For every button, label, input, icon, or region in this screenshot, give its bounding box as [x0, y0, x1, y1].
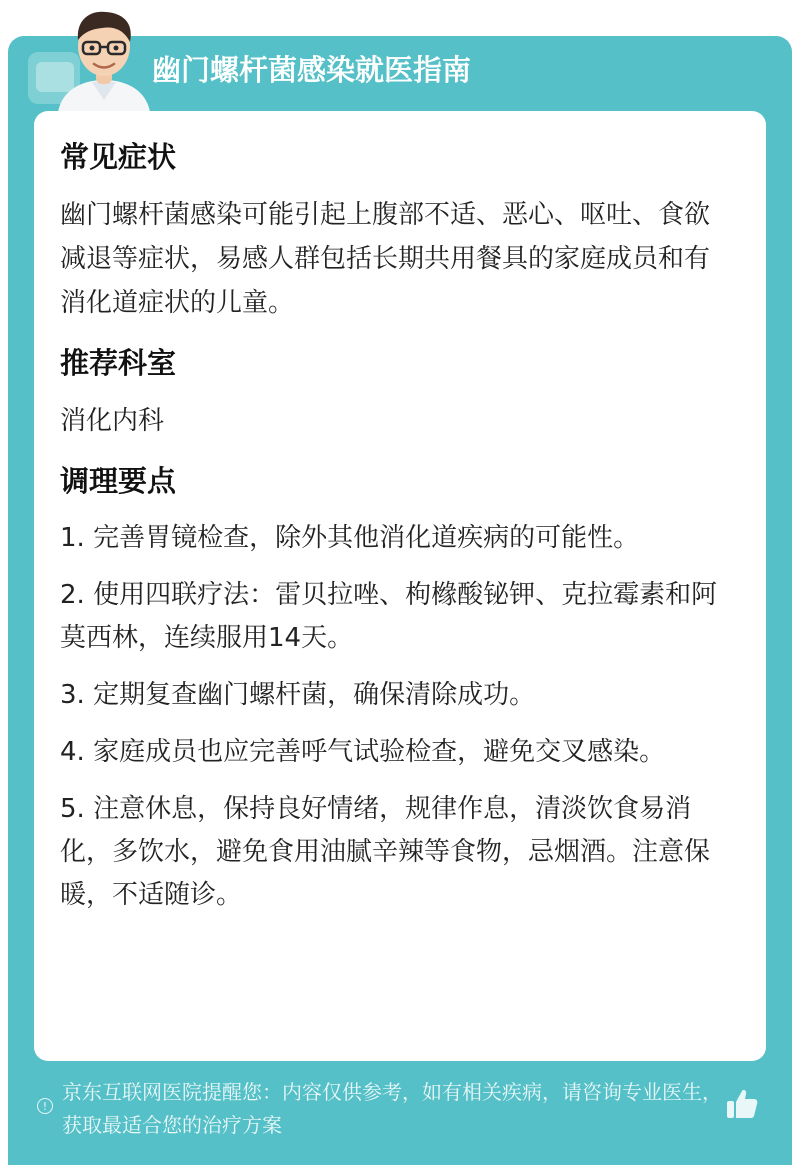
care-item-2: 2. 使用四联疗法：雷贝拉唑、枸橼酸铋钾、克拉霉素和阿莫西林，连续服用14天。 [60, 580, 718, 653]
info-icon: ! [37, 1098, 53, 1114]
doctor-avatar-icon [52, 4, 156, 112]
content-card [34, 111, 766, 1061]
symptoms-text: 幽门螺杆菌感染可能引起上腹部不适、恶心、呕吐、食欲减退等症状，易感人群包括长期共用餐具的家庭成员和有消化道症状的儿童。 [60, 200, 711, 318]
care-heading: 调理要点 [60, 464, 177, 498]
department-heading: 推荐科室 [60, 346, 177, 380]
symptoms-heading: 常见症状 [60, 140, 177, 174]
care-item-1: 1. 完善胃镜检查，除外其他消化道疾病的可能性。 [60, 523, 640, 553]
care-item-3: 3. 定期复查幽门螺杆菌，确保清除成功。 [60, 680, 536, 710]
thumbs-up-icon[interactable] [724, 1086, 760, 1122]
care-item-4: 4. 家庭成员也应完善呼气试验检查，避免交叉感染。 [60, 737, 666, 767]
department-text: 消化内科 [60, 406, 165, 436]
care-item-5: 5. 注意休息，保持良好情绪，规律作息，清淡饮食易消化，多饮水，避免食用油腻辛辣等食物，忌烟酒。注意保暖，不适随诊。 [60, 794, 711, 910]
page-title: 幽门螺杆菌感染就医指南 [152, 53, 472, 87]
content-body [60, 135, 730, 917]
footer-disclaimer: 京东互联网医院提醒您：内容仅供参考，如有相关疾病，请咨询专业医生，获取最适合您的治疗方案 [62, 1080, 722, 1137]
